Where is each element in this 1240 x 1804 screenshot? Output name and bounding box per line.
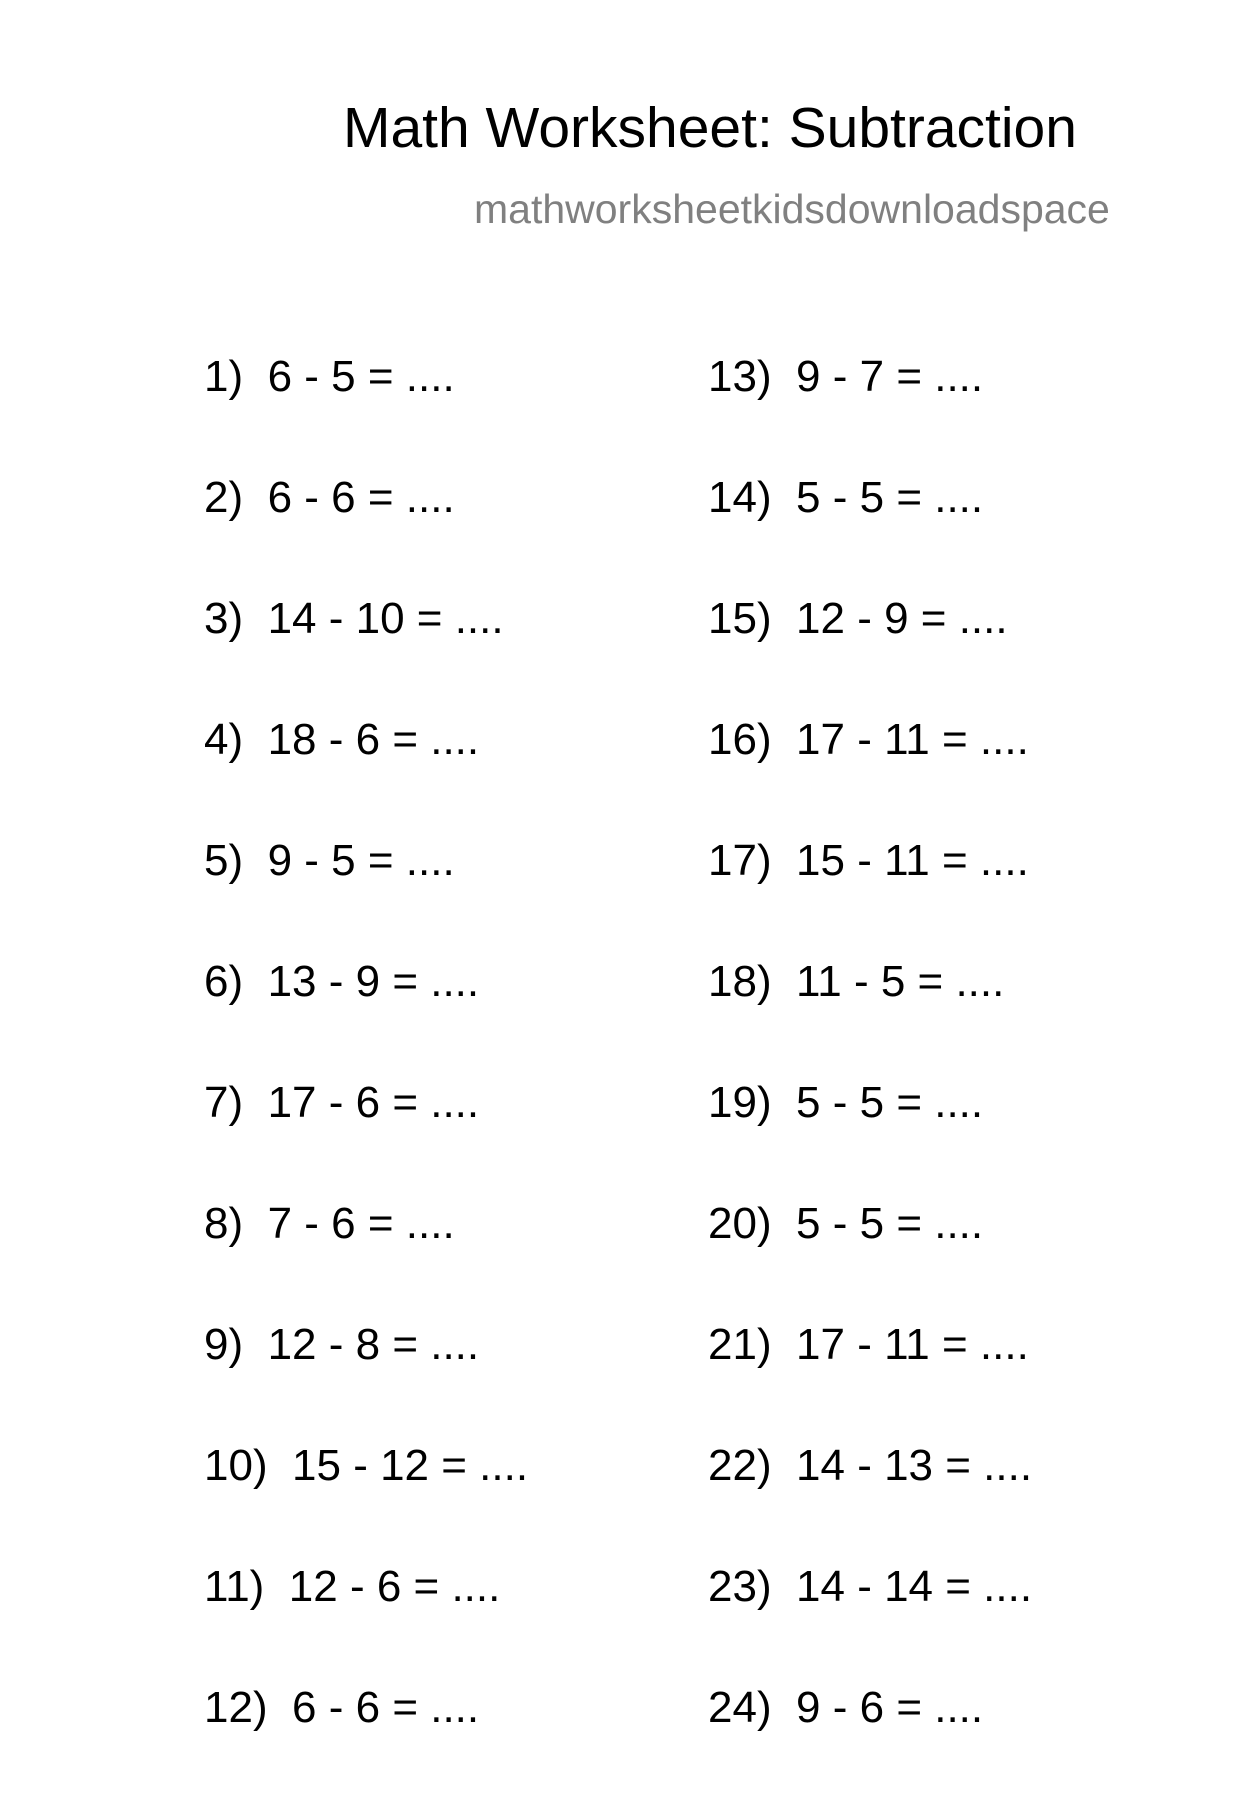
problem-number: 23) (708, 1562, 772, 1611)
problem-number: 9) (204, 1320, 244, 1369)
problem-number: 11) (204, 1562, 265, 1611)
problem-expression: 15 - 12 = .... (292, 1441, 529, 1490)
problem-expression: 14 - 10 = .... (267, 594, 504, 643)
problem-item (204, 1441, 528, 1562)
problem-expression: 7 - 6 = .... (267, 1199, 455, 1248)
problem-number: 13) (708, 352, 772, 401)
problem-number: 16) (708, 715, 772, 764)
problem-number: 4) (204, 715, 244, 764)
problem-column-left (204, 352, 528, 1804)
problem-item (204, 594, 528, 715)
problem-item (204, 836, 528, 957)
problem-number: 24) (708, 1683, 772, 1732)
problem-expression: 17 - 11 = .... (796, 715, 1029, 764)
problem-item (708, 594, 1032, 715)
problem-number: 6) (204, 957, 244, 1006)
problem-item (204, 1320, 528, 1441)
problem-number: 1) (204, 352, 244, 401)
problem-expression: 12 - 6 = .... (288, 1562, 501, 1611)
problem-number: 22) (708, 1441, 772, 1490)
problem-expression: 5 - 5 = .... (796, 473, 984, 522)
problem-column-right (708, 352, 1032, 1804)
problem-item (204, 715, 528, 836)
problem-expression: 17 - 11 = .... (796, 1320, 1029, 1369)
problem-expression: 12 - 9 = .... (796, 594, 1008, 643)
problem-number: 2) (204, 473, 244, 522)
worksheet-subtitle: mathworksheetkidsdownloadspace (474, 186, 1110, 232)
problem-expression: 6 - 5 = .... (267, 352, 455, 401)
problem-number: 10) (204, 1441, 268, 1490)
problem-number: 18) (708, 957, 772, 1006)
problem-item (708, 1078, 1032, 1199)
problem-expression: 6 - 6 = .... (267, 473, 455, 522)
problem-item (708, 957, 1032, 1078)
problem-number: 19) (708, 1078, 772, 1127)
problem-item (204, 957, 528, 1078)
problem-expression: 9 - 7 = .... (796, 352, 984, 401)
problem-item (708, 1441, 1032, 1562)
problem-expression: 5 - 5 = .... (796, 1078, 984, 1127)
problem-item (708, 836, 1032, 957)
problem-item (708, 715, 1032, 836)
problem-expression: 5 - 5 = .... (796, 1199, 984, 1248)
problem-expression: 14 - 13 = .... (796, 1441, 1033, 1490)
problem-number: 8) (204, 1199, 244, 1248)
problem-number: 20) (708, 1199, 772, 1248)
problem-item (708, 1562, 1032, 1683)
problem-number: 5) (204, 836, 244, 885)
problem-expression: 9 - 6 = .... (796, 1683, 984, 1732)
problem-item (708, 1199, 1032, 1320)
problem-expression: 6 - 6 = .... (292, 1683, 480, 1732)
problem-number: 3) (204, 594, 244, 643)
problem-number: 17) (708, 836, 772, 885)
problem-expression: 18 - 6 = .... (267, 715, 480, 764)
problem-expression: 17 - 6 = .... (267, 1078, 480, 1127)
problem-number: 15) (708, 594, 772, 643)
problem-number: 14) (708, 473, 772, 522)
problem-item (708, 473, 1032, 594)
problem-item (708, 1320, 1032, 1441)
problem-item (708, 352, 1032, 473)
problem-expression: 12 - 8 = .... (267, 1320, 480, 1369)
problem-expression: 13 - 9 = .... (267, 957, 480, 1006)
problem-number: 12) (204, 1683, 268, 1732)
problem-expression: 14 - 14 = .... (796, 1562, 1033, 1611)
problem-item (204, 1199, 528, 1320)
problem-expression: 11 - 5 = .... (796, 957, 1005, 1006)
problem-item (204, 1078, 528, 1199)
problem-item (204, 352, 528, 473)
problem-item (204, 473, 528, 594)
problem-expression: 15 - 11 = .... (796, 836, 1029, 885)
problem-number: 7) (204, 1078, 244, 1127)
worksheet-title: Math Worksheet: Subtraction (343, 96, 1077, 160)
problem-number: 21) (708, 1320, 772, 1369)
problem-item (204, 1683, 528, 1804)
problem-expression: 9 - 5 = .... (267, 836, 455, 885)
problem-item (708, 1683, 1032, 1804)
problem-item (204, 1562, 528, 1683)
